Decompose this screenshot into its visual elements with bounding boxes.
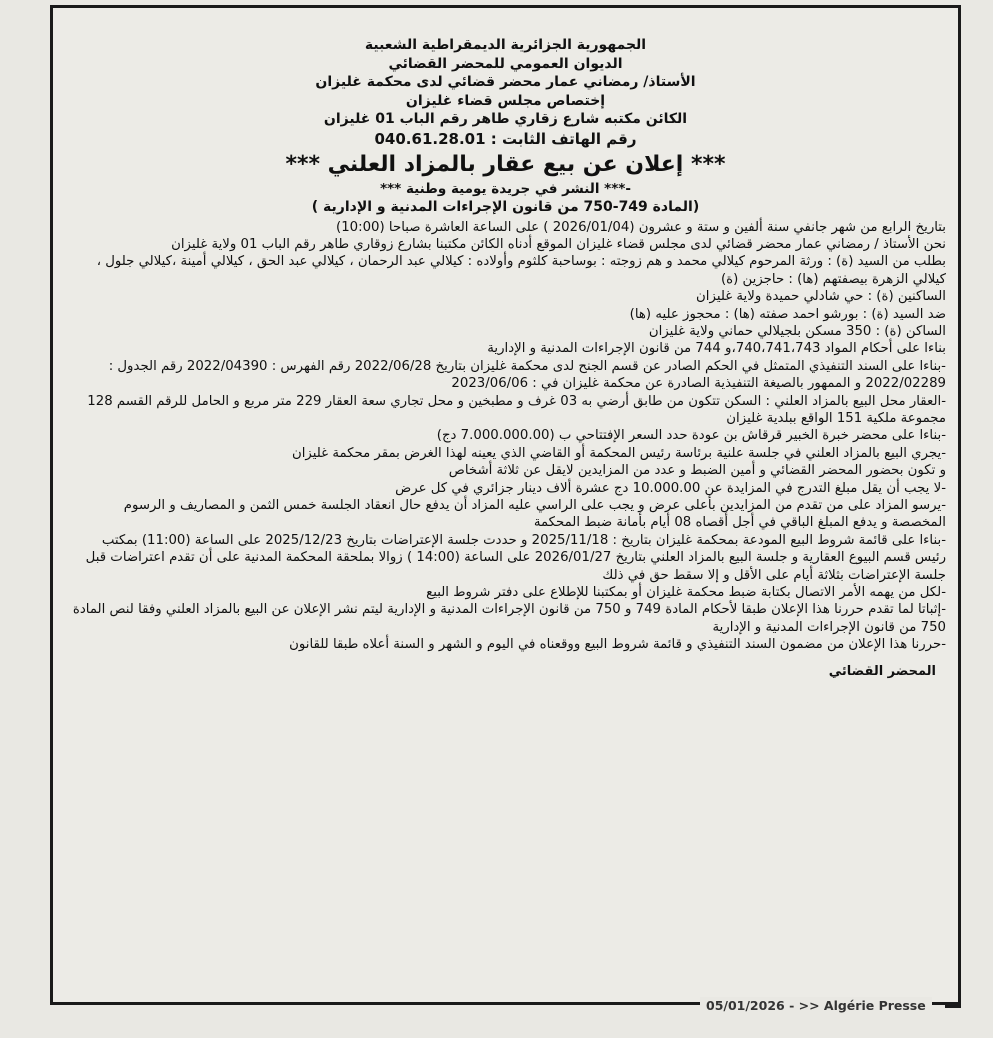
- body-paragraph: -يرسو المزاد على من تقدم من المزايدين بأعلى عرض و يجب على الراسي عليه المزاد أن يدفع حال انعقاد الجلسة خمس الثمن و المصاريف و الرسوم المخصصة و يدفع المبلغ الباقي في أجل أقصاه 08 أيام بأمانة ضبط المحكمة: [123, 498, 946, 531]
- bailiff-name: الأستاذ/ رمضاني عمار محضر قضائي لدى محكمة غليزان: [315, 74, 696, 90]
- body-paragraph: الساكنين (ة) : حي شادلي حميدة ولاية غليزان: [696, 289, 946, 305]
- body-paragraph: -بناءا على السند التنفيذي المتمثل في الحكم الصادر عن قسم الجنح لدى محكمة غليزان بتاريخ 2022/06/28 رقم الفهرس : 2022/04390 رقم الجدول : 2022/02289 و الممهور بالصيغة التنفيذية الصادرة عن محكمة غليزان في : 2023/06/06: [108, 358, 946, 392]
- notice-title: *** إعلان عن بيع عقار بالمزاد العلني ***: [285, 151, 726, 177]
- body-paragraph: و تكون بحضور المحضر القضائي و أمين الضبط و عدد من المزايدين لايقل عن ثلاثة أشخاص: [448, 463, 946, 479]
- body-paragraph: -بناءا على محضر خبرة الخبير قرقاش بن عودة حدد السعر الإفتتاحي ب (7.000.000.00 دج): [436, 428, 946, 444]
- publication-note: -*** النشر في جريدة يومية وطنية ***: [380, 180, 631, 197]
- body-paragraph: الساكن (ة) : 350 مسكن بلجيلالي حماني ولاية غليزان: [648, 323, 946, 339]
- jurisdiction: إختصاص مجلس قضاء غليزان: [405, 92, 606, 109]
- office-address: الكائن مكتبه شارع زقاري طاهر رقم الباب 01 غليزان: [323, 111, 688, 127]
- office-name: الديوان العمومي للمحضر القضائي: [388, 55, 623, 72]
- body-paragraph: -حررنا هذا الإعلان من مضمون السند التنفيذي و قائمة شروط البيع ووقعناه في اليوم و الشهر و السنة أعلاه طبقا للقانون: [289, 637, 946, 653]
- body-paragraph: -العقار محل البيع بالمزاد العلني : السكن تتكون من طابق أرضي به 03 غرف و مطبخين و محل تجاري سعة العقار 229 متر مربع و الحامل للرقم القسم 128 مجموعة ملكية 151 الواقع ببلدية غليزان: [87, 393, 946, 426]
- body-paragraph: -لكل من يهمه الأمر الاتصال بكتابة ضبط محكمة غليزان أو بمكتبنا للإطلاع على دفتر شروط البيع: [426, 585, 946, 601]
- body-paragraph: -بناءا على قائمة شروط البيع المودعة بمحكمة غليزان بتاريخ : 2025/11/18 و حددت جلسة الإعتراضات بتاريخ 2025/12/23 على الساعة (11:00) بمكتب رئيس قسم البيوع العقارية و جلسة البيع بالمزاد العلني بتاريخ 2026/01/27 على الساعة (14:00 ) زوالا بملحقة المحكمة المدنية على أن تقدم اعتراضات قبل جلسة الإعتراضات بثلاثة أيام على الأقل و إلا سقط حق في ذلك: [85, 532, 946, 583]
- body-paragraph: بطلب من السيد (ة) : ورثة المرحوم كيلالي محمد و هم زوجته : بوساحبة كلثوم وأولاده : كيلالي عبد الرحمان ، كيلالي عبد الحق ، كيلالي أمينة ،كيلالي جلول ، كيلالي الزهرة بيصفتهم (ها) : حاجزين (ة): [96, 254, 946, 287]
- notice-header: [53, 36, 958, 217]
- publication-footer: 05/01/2026 - >> Algérie Presse: [700, 997, 932, 1015]
- body-paragraph: بتاريخ الرابع من شهر جانفي سنة ألفين و ستة و عشرون (2026/01/04 ) على الساعة العاشرة صباحا (10:00): [335, 219, 946, 235]
- body-paragraph: نحن الأستاذ / رمضاني عمار محضر قضائي لدى مجلس قضاء غليزان الموقع أدناه الكائن مكتبنا بشارع زوقاري طاهر رقم الباب 01 ولاية غليزان: [171, 236, 946, 252]
- body-paragraph: بناءا على أحكام المواد 740،741،743،و 744 من قانون الإجراءات المدنية و الإدارية: [487, 341, 946, 357]
- body-paragraph: -يجري البيع بالمزاد العلني في جلسة علنية برئاسة رئيس المحكمة أو القاضي الذي يعينه لهذا الغرض بمقر محكمة غليزان: [291, 445, 946, 461]
- body-paragraph: -لا يجب أن يقل مبلغ التدرج في المزايدة عن 10.000.00 دج عشرة ألاف دينار جزائري في كل عرض: [395, 480, 946, 496]
- office-phone: رقم الهاتف الثابت : 040.61.28.01: [374, 129, 637, 148]
- legal-articles: (المادة 749-750 من قانون الإجراءات المدنية و الإدارية ): [311, 198, 700, 215]
- notice-body: [53, 219, 958, 654]
- notice-frame: [50, 5, 961, 1005]
- republic-name: الجمهورية الجزائرية الديمقراطية الشعبية: [364, 37, 647, 53]
- body-paragraph: ضد السيد (ة) : بورشو احمد صفته (ها) : محجوز عليه (ها): [629, 306, 946, 322]
- signature: المحضر القضائي: [828, 663, 936, 679]
- body-paragraph: -إثباتا لما تقدم حررنا هذا الإعلان طبقا لأحكام المادة 749 و 750 من قانون الإجراءات المدنية و الإدارية ليتم نشر الإعلان عن البيع بالمزاد العلني وفقا لنص المادة 750 من قانون الإجراءات المدنية و الإدارية: [72, 602, 946, 635]
- frame-corner-tick: [945, 1005, 961, 1008]
